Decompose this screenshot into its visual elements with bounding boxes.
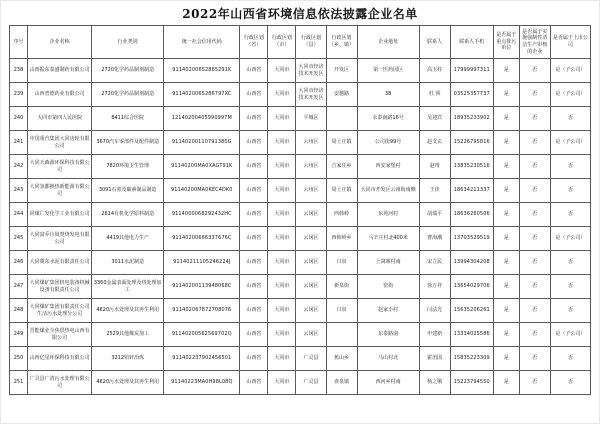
table-cell-town: 开发区 xyxy=(326,59,357,83)
table-cell-town xyxy=(326,323,357,347)
table-cell-clean_audit: 否 xyxy=(519,227,550,251)
table-cell-city: 大同市 xyxy=(268,371,296,395)
table-cell-town xyxy=(326,107,357,131)
table-cell-phone: 18935233902 xyxy=(450,107,493,131)
header-row xyxy=(10,26,591,59)
table-cell-seq: 243 xyxy=(10,179,28,203)
table-cell-name: 同煤广发化学工业有限公司 xyxy=(28,203,92,227)
table-cell-phone: 15635206261 xyxy=(450,299,493,323)
table-cell-phone: 15835223309 xyxy=(450,347,493,371)
column-header-clean_audit: 是否属于实施强制性清洁生产审核的企业 xyxy=(519,26,550,59)
table-cell-name: 大同煤矿集团机电装备机械设备有限责任公司 xyxy=(28,275,92,299)
table-cell-listed: 否 xyxy=(550,203,590,227)
table-cell-name: 大同市第四人民医院 xyxy=(28,107,92,131)
table-cell-name: 山西振东泰盛制药有限公司 xyxy=(28,59,92,83)
table-cell-county: 大同市经济技术开发区 xyxy=(296,83,326,107)
table-cell-address: 马辛庄村北400米 xyxy=(357,227,419,251)
table-cell-industry: 3091石墨及碳素制品制造 xyxy=(92,179,164,203)
table-cell-clean_audit: 否 xyxy=(519,275,550,299)
table-row xyxy=(10,59,591,83)
table-cell-phone: 13994304208 xyxy=(450,251,493,275)
table-cell-address: 窑街 xyxy=(357,275,419,299)
table-cell-phone: 17999997311 xyxy=(450,59,493,83)
table-cell-key_polluter: 是 xyxy=(493,83,519,107)
table-cell-county: 大同市经济技术开发区 xyxy=(296,59,326,83)
table-cell-city: 大同市 xyxy=(268,155,296,179)
table-cell-name: 晋能煤业全焦供热电山西有限公司 xyxy=(28,323,92,347)
table-cell-contact: 宋立民 xyxy=(419,251,450,275)
table-cell-town: 周士庄镇 xyxy=(326,179,357,203)
table-cell-city: 大同市 xyxy=(268,251,296,275)
table-cell-listed: 否 xyxy=(550,107,590,131)
table-cell-city: 大同市 xyxy=(268,107,296,131)
table-cell-contact: 杜 预 xyxy=(419,83,450,107)
table-cell-province: 山西省 xyxy=(240,179,268,203)
table-cell-industry: 3011水泥制造 xyxy=(92,251,164,275)
table-cell-code: 91140223MA0H98L08Q xyxy=(164,371,240,395)
table-cell-contact: 赵文玄 xyxy=(419,131,450,155)
table-cell-industry: 3360金属表面处理及热处理加工 xyxy=(92,275,164,299)
table-cell-code: 9114020065286797XC xyxy=(164,83,240,107)
table-cell-seq: 239 xyxy=(10,83,28,107)
column-header-town: 行政区划（乡、镇） xyxy=(326,26,357,59)
table-cell-listed: 否 xyxy=(550,275,590,299)
column-header-key_polluter: 是否属于重点排污单位 xyxy=(493,26,519,59)
table-cell-city: 大同市 xyxy=(268,59,296,83)
table-cell-contact: 王佳 xyxy=(419,179,450,203)
table-cell-contact: 申建新 xyxy=(419,323,450,347)
table-cell-clean_audit: 否 xyxy=(519,251,550,275)
table-cell-town: 新泉街 xyxy=(326,275,357,299)
column-header-contact: 联系人 xyxy=(419,26,450,59)
table-cell-city: 大同市 xyxy=(268,131,296,155)
table-header xyxy=(10,26,591,59)
table-cell-county: 广灵县 xyxy=(296,371,326,395)
table-cell-seq: 249 xyxy=(10,323,28,347)
column-header-city: 行政区划（市） xyxy=(268,26,296,59)
table-cell-phone: 13334025586 xyxy=(450,323,493,347)
table-cell-seq: 245 xyxy=(10,227,28,251)
column-header-listed: 是否属于上市公司 xyxy=(550,26,590,59)
table-row xyxy=(10,203,591,227)
table-row xyxy=(10,227,591,251)
table-cell-name: 大同冀东水泥有限责任公司 xyxy=(28,251,92,275)
table-cell-phone: 13703529519 xyxy=(450,227,493,251)
table-row xyxy=(10,155,591,179)
table-cell-city: 大同市 xyxy=(268,347,296,371)
table-cell-name: 山西普德药业有限公司 xyxy=(28,83,92,107)
table-cell-address: 东泰路南 xyxy=(357,323,419,347)
table-cell-county: 平城区 xyxy=(296,107,326,131)
table-cell-clean_audit: 否 xyxy=(519,371,550,395)
table-cell-key_polluter: 是 xyxy=(493,323,519,347)
table-cell-province: 山西省 xyxy=(240,131,268,155)
table-cell-address: 公司街99号 xyxy=(357,131,419,155)
table-cell-clean_audit: 否 xyxy=(519,131,550,155)
table-cell-province: 山西省 xyxy=(240,59,268,83)
table-cell-phone: 13654029706 xyxy=(450,275,493,299)
table-cell-seq: 251 xyxy=(10,371,28,395)
table-cell-key_polluter: 是 xyxy=(493,59,519,83)
table-cell-county: 云冈区 xyxy=(296,251,326,275)
table-cell-province: 山西省 xyxy=(240,155,268,179)
table-cell-name: 大同天森源环保科技有限公司 xyxy=(28,155,92,179)
table-cell-town: 口泉 xyxy=(326,299,357,323)
table-cell-address: 第一医药园区 xyxy=(357,59,419,83)
table-cell-listed: 是（子公司） xyxy=(550,131,590,155)
table-cell-code: 911402237902456501 xyxy=(164,347,240,371)
table-cell-town: 蕉山乡 xyxy=(326,347,357,371)
table-cell-listed: 否 xyxy=(550,251,590,275)
table-cell-town: 西韩岭乡 xyxy=(326,227,357,251)
table-row xyxy=(10,83,591,107)
table-cell-listed: 是（子公司） xyxy=(550,59,590,83)
table-cell-listed: 否 xyxy=(550,371,590,395)
column-header-phone: 联系人手机 xyxy=(450,26,493,59)
table-cell-industry: 2720化学药品制剂制造 xyxy=(92,59,164,83)
table-cell-county: 广灵县 xyxy=(296,347,326,371)
table-cell-listed: 否 xyxy=(550,299,590,323)
table-cell-town: 壶泉镇 xyxy=(326,371,357,395)
table-cell-name: 广灵县广清污水处理有限公司 xyxy=(28,371,92,395)
table-cell-key_polluter: 是 xyxy=(493,155,519,179)
table-cell-address: 大同市开发区云州街南侧 xyxy=(357,179,419,203)
table-cell-city: 大同市 xyxy=(268,179,296,203)
table-row xyxy=(10,275,591,299)
column-header-county: 行政区划（县） xyxy=(296,26,326,59)
table-cell-name: 大同氢都换热新能源有限公司 xyxy=(28,179,92,203)
table-row xyxy=(10,371,591,395)
table-cell-key_polluter: 是 xyxy=(493,179,519,203)
table-cell-province: 山西省 xyxy=(240,203,268,227)
table-cell-town: 口泉 xyxy=(326,251,357,275)
table-cell-county: 云州区 xyxy=(296,155,326,179)
table-cell-phone: 03525357737 xyxy=(450,83,493,107)
table-cell-key_polluter: 是 xyxy=(493,107,519,131)
table-cell-province: 山西省 xyxy=(240,83,268,107)
table-cell-phone: 13835230516 xyxy=(450,155,493,179)
table-cell-town: 吉家庄乡 xyxy=(326,155,357,179)
column-header-address: 企业地址 xyxy=(357,26,419,59)
table-cell-phone: 18636260506 xyxy=(450,203,493,227)
table-cell-county: 云冈区 xyxy=(296,203,326,227)
table-row xyxy=(10,347,591,371)
table-cell-name: 山西亿星环保科技有限公司 xyxy=(28,347,92,371)
column-header-industry: 行业类别 xyxy=(92,26,164,59)
table-cell-address: 东苑河村 xyxy=(357,203,419,227)
table-cell-seq: 244 xyxy=(10,203,28,227)
table-cell-county: 云冈区 xyxy=(296,227,326,251)
disclosure-table xyxy=(9,25,591,395)
table-cell-city: 大同市 xyxy=(268,83,296,107)
table-cell-address: 西安家堡村 xyxy=(357,155,419,179)
table-cell-city: 大同市 xyxy=(268,203,296,227)
table-cell-county: 云州区 xyxy=(296,179,326,203)
table-cell-name: 大同富乔垃圾焚烧发电有限公司 xyxy=(28,227,92,251)
table-cell-address: 赵家小村 xyxy=(357,299,419,323)
table-cell-code: 9114000068292432HC xyxy=(164,203,240,227)
table-row xyxy=(10,251,591,275)
table-cell-industry: 4620污水处理及其再生利用 xyxy=(92,371,164,395)
table-cell-key_polluter: 是 xyxy=(493,371,519,395)
table-cell-industry: 2529其他煤炭加工 xyxy=(92,323,164,347)
table-cell-listed: 否 xyxy=(550,347,590,371)
table-cell-seq: 246 xyxy=(10,251,28,275)
table-cell-county: 云州区 xyxy=(296,131,326,155)
table-cell-phone: 15223794550 xyxy=(450,371,493,395)
table-cell-clean_audit: 否 xyxy=(519,107,550,131)
table-cell-city: 大同市 xyxy=(268,227,296,251)
table-cell-key_polluter: 是 xyxy=(493,203,519,227)
page-title: 2022年山西省环境信息依法披露企业名单 xyxy=(182,7,418,21)
table-cell-province: 山西省 xyxy=(240,347,268,371)
table-cell-industry: 2614有机化学原料制造 xyxy=(92,203,164,227)
table-row xyxy=(10,179,591,203)
table-cell-code: 91140200562569702Q xyxy=(164,323,240,347)
table-cell-province: 山西省 xyxy=(240,107,268,131)
table-cell-clean_audit: 否 xyxy=(519,179,550,203)
table-cell-address: 马山村北 xyxy=(357,347,419,371)
table-cell-seq: 238 xyxy=(10,59,28,83)
table-row xyxy=(10,299,591,323)
table-row xyxy=(10,107,591,131)
table-cell-listed: 是（子公司） xyxy=(550,227,590,251)
table-cell-seq: 240 xyxy=(10,107,28,131)
table-cell-clean_audit: 否 xyxy=(519,203,550,227)
table-cell-clean_audit: 否 xyxy=(519,83,550,107)
table-cell-town: 安驰路 xyxy=(326,83,357,107)
column-header-name: 企业名称 xyxy=(28,26,92,59)
table-cell-city: 大同市 xyxy=(268,275,296,299)
table-row xyxy=(10,131,591,155)
table-cell-key_polluter: 是 xyxy=(493,275,519,299)
table-cell-contact: 胡瑞平 xyxy=(419,203,450,227)
table-cell-province: 山西省 xyxy=(240,227,268,251)
table-cell-clean_audit: 否 xyxy=(519,155,550,179)
table-cell-name: 中国重汽集团大同齿轮有限公司 xyxy=(28,131,92,155)
table-cell-seq: 247 xyxy=(10,275,28,299)
table-cell-contact: 闫法光 xyxy=(419,299,450,323)
table-cell-contact: 高玉柱 xyxy=(419,59,450,83)
table-cell-contact: 吴迎宾 xyxy=(419,107,450,131)
table-cell-code: 91140200110791380G xyxy=(164,131,240,155)
table-cell-clean_audit: 否 xyxy=(519,347,550,371)
table-cell-key_polluter: 是 xyxy=(493,251,519,275)
table-cell-county: 云冈区 xyxy=(296,275,326,299)
table-cell-code: 12140200405990997M xyxy=(164,107,240,131)
table-cell-listed: 是（子公司） xyxy=(550,83,590,107)
table-cell-industry: 3670汽车零部件及配件制造 xyxy=(92,131,164,155)
table-cell-code: 91140200652865291K xyxy=(164,59,240,83)
table-cell-town: 周士庄镇 xyxy=(326,131,357,155)
table-cell-listed: 是（子公司） xyxy=(550,323,590,347)
table-cell-address: 西河乡村南 xyxy=(357,371,419,395)
table-cell-contact: 曹海潮 xyxy=(419,227,450,251)
table-cell-industry: 4419其他电力生产 xyxy=(92,227,164,251)
table-cell-province: 山西省 xyxy=(240,371,268,395)
column-header-seq: 序号 xyxy=(10,26,28,59)
column-header-code: 统一社会信用代码 xyxy=(164,26,240,59)
table-cell-county: 云冈区 xyxy=(296,299,326,323)
table-cell-industry: 2720化学药品制剂制造 xyxy=(92,83,164,107)
table-cell-seq: 250 xyxy=(10,347,28,371)
table-cell-industry: 4620污水处理及其再生利用 xyxy=(92,299,164,323)
table-row xyxy=(10,323,591,347)
table-body xyxy=(10,59,591,395)
table-cell-listed: 否 xyxy=(550,179,590,203)
table-cell-key_polluter: 是 xyxy=(493,227,519,251)
table-cell-town: 西韩岭 xyxy=(326,203,357,227)
table-cell-phone: 15226795816 xyxy=(450,131,493,155)
table-cell-code: 911402067872708076 xyxy=(164,299,240,323)
table-cell-industry: 7820环境卫生管理 xyxy=(92,155,164,179)
table-cell-address: 上窝寨村南 xyxy=(357,251,419,275)
column-header-province: 行政区划（省） xyxy=(240,26,268,59)
table-cell-county: 云冈区 xyxy=(296,323,326,347)
table-cell-seq: 242 xyxy=(10,155,28,179)
table-cell-code: 91140200113948068C xyxy=(164,275,240,299)
table-cell-name: 大同煤矿集团有限责任公司生活污水处理分公司 xyxy=(28,299,92,323)
table-cell-province: 山西省 xyxy=(240,299,268,323)
table-cell-city: 大同市 xyxy=(268,323,296,347)
table-cell-key_polluter: 是 xyxy=(493,347,519,371)
table-cell-key_polluter: 是 xyxy=(493,131,519,155)
table-cell-code: 91140200666337676C xyxy=(164,227,240,251)
table-cell-contact: 赵靖 xyxy=(419,155,450,179)
table-cell-industry: 3212铅锌冶炼 xyxy=(92,347,164,371)
table-cell-industry: 8411综合医院 xyxy=(92,107,164,131)
table-cell-seq: 241 xyxy=(10,131,28,155)
table-cell-code: 91140200MA0KEC4DK0 xyxy=(164,179,240,203)
table-cell-contact: 霍治国 xyxy=(419,347,450,371)
table-cell-clean_audit: 否 xyxy=(519,59,550,83)
table-cell-listed: 否 xyxy=(550,155,590,179)
table-cell-city: 大同市 xyxy=(268,299,296,323)
table-cell-clean_audit: 否 xyxy=(519,323,550,347)
table-cell-province: 山西省 xyxy=(240,323,268,347)
table-cell-code: 91140211105246224J xyxy=(164,251,240,275)
table-cell-clean_audit: 否 xyxy=(519,299,550,323)
table-cell-key_polluter: 是 xyxy=(493,299,519,323)
table-cell-contact: 徐万祥 xyxy=(419,275,450,299)
table-cell-province: 山西省 xyxy=(240,275,268,299)
table-cell-contact: 杨之顺 xyxy=(419,371,450,395)
table-cell-address: 38 xyxy=(357,83,419,107)
table-cell-province: 山西省 xyxy=(240,251,268,275)
table-cell-seq: 248 xyxy=(10,299,28,323)
table-cell-address: 永泰南路16号 xyxy=(357,107,419,131)
table-cell-code: 91140200MA0XAGT91K xyxy=(164,155,240,179)
table-cell-phone: 18634211337 xyxy=(450,179,493,203)
